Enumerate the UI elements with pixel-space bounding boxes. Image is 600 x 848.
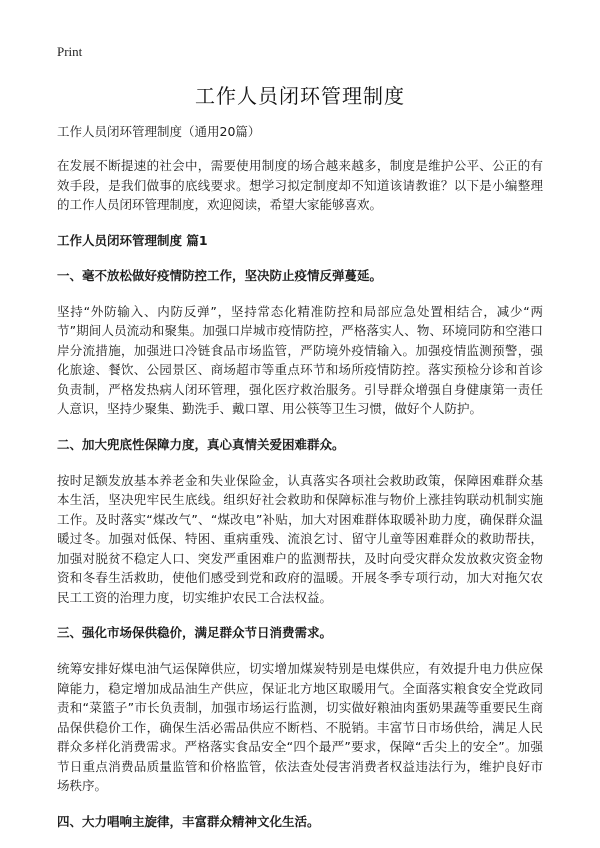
document-title: 工作人员闭环管理制度 [195, 84, 405, 108]
paragraph-1: 坚持“外防输入、内防反弹”，坚持常态化精准防控和局部应急处置相结合，减少“两节”期间人员流动和聚集。加强口岸城市疫情防控，严格落实人、物、环境同防和空港口岸分流措施，加强进口冷链食品市场监管，严防境外疫情输入。加强疫情监测预警，强化旅途、餐饮、公园景区、商场超市等重点环节和场所疫情防控。落实预检分诊和首诊负责制，严格发热病人闭环管理，强化医疗救治服务。引导群众增强自身健康第一责任人意识，坚持少聚集、勤洗手、戴口罩、用公筷等卫生习惯，做好个人防护。 [57, 303, 543, 416]
heading-3: 三、强化市场保供稳价，满足群众节日消费需求。 [57, 625, 333, 640]
print-label[interactable]: Print [57, 44, 83, 59]
document-subtitle: 工作人员闭环管理制度（通用20篇） [57, 124, 261, 139]
document-body [57, 122, 543, 848]
intro-paragraph: 在发展不断提速的社会中，需要使用制度的场合越来越多，制度是维护公平、公正的有效手段，是我们做事的底线要求。想学习拟定制度却不知道该请教谁？以下是小编整理的工作人员闭环管理制度，欢迎阅读，希望大家能够喜欢。 [57, 158, 543, 212]
paragraph-2: 按时足额发放基本养老金和失业保险金，认真落实各项社会救助政策，保障困难群众基本生活，坚决兜牢民生底线。组织好社会救助和保障标准与物价上涨挂钩联动机制实施工作。及时落实“煤改气”、“煤改电”补贴，加大对困难群体取暖补助力度，确保群众温暖过冬。加强对低保、特困、重病重残、流浪乞讨、留守儿童等困难群众的救助帮扶，加强对脱贫不稳定人口、突发严重困难户的监测帮扶，及时向受灾群众发放救灾资金物资和冬春生活救助，使他们感受到党和政府的温暖。开展冬季专项行动，加大对拖欠农民工工资的治理力度，切实维护农民工合法权益。 [57, 472, 543, 605]
heading-2: 二、加大兜底性保障力度，真心真情关爱困难群众。 [57, 436, 345, 452]
heading-1: 一、毫不放松做好疫情防控工作，坚决防止疫情反弹蔓延。 [57, 267, 383, 283]
section-title: 工作人员闭环管理制度 篇1 [57, 232, 208, 248]
paragraph-3: 统筹安排好煤电油气运保障供应，切实增加煤炭特别是电煤供应，有效提升电力供应保障能力，稳定增加成品油生产供应，保证北方地区取暖用气。全面落实粮食安全党政同责和“菜篮子”市长负责制，加强市场运行监测，切实做好粮油肉蛋奶果蔬等重要民生商品保供稳价工作，确保生活必需品供应不断档、不脱销。丰富节日市场供给，满足人民群众多样化消费需求。严格落实食品安全“四个最严”要求，保障“舌尖上的安全”。加强节日重点消费品质量监管和价格监管，依法查处侵害消费者权益违法行为，维护良好市场秩序。 [57, 661, 543, 793]
heading-4: 四、大力唱响主旋律，丰富群众精神文化生活。 [57, 813, 320, 829]
